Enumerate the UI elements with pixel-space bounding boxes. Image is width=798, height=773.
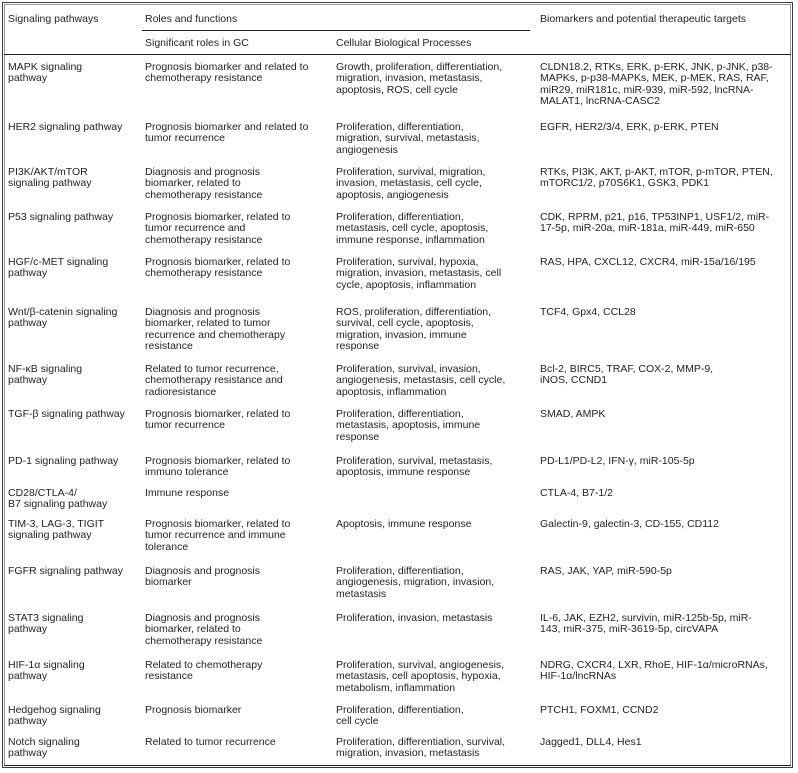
cell-text-line: migration, invasion, metastasis, cell — [336, 267, 502, 280]
cell-text-line: chemotherapy resistance — [145, 233, 263, 246]
header-significant-roles: Significant roles in GC — [145, 37, 249, 49]
cell-text-line: Proliferation, survival, angiogenesis, — [336, 659, 505, 671]
cell-text-line: chemotherapy resistance — [145, 267, 263, 280]
cell-text-line: NDRG, CXCR4, LXR, RhoE, HIF-1α/microRNAs, — [540, 659, 768, 671]
cell-text-line: Proliferation, survival, migration, — [336, 166, 486, 178]
cell-text-line: Prognosis biomarker, related to — [145, 211, 291, 223]
cell-text-line: Proliferation, differentiation, survival, — [336, 736, 506, 748]
cell-text-line: FGFR signaling pathway — [8, 565, 123, 577]
cell-text-line: PI3K/AKT/mTOR — [8, 166, 88, 178]
cell-text-line: migration, survival, metastasis, — [336, 132, 480, 145]
header-cellular-processes: Cellular Biological Processes — [336, 37, 472, 49]
cell-text-line: biomarker, related to tumor — [145, 317, 271, 330]
cell-text-line: CLDN18.2, RTKs, ERK, p-ERK, JNK, p-JNK, p38- — [540, 61, 773, 73]
cell-text-line: chemotherapy resistance and — [145, 374, 283, 387]
cell-text-line: Prognosis biomarker, related to — [145, 408, 291, 420]
cell-text-line: Immune response — [145, 487, 230, 499]
cell-text-line: metastasis, cell apoptosis, hypoxia, — [336, 670, 501, 683]
cell-text-line: apoptosis, immune response — [336, 466, 471, 479]
cell-text-line: migration, invasion, metastasis, — [336, 72, 483, 85]
cell-text-line: Proliferation, invasion, metastasis — [336, 612, 493, 624]
cell-text-line: biomarker — [145, 576, 192, 589]
header-bottom-rule — [4, 54, 791, 55]
cell-text-line: pathway — [8, 670, 48, 683]
cell-text-line: Proliferation, differentiation, — [336, 121, 464, 133]
cell-text-line: RAS, JAK, YAP, miR-590-5p — [540, 565, 672, 577]
cell-text-line: immune response, inflammation — [336, 233, 485, 246]
header-roles-functions: Roles and functions — [145, 13, 238, 25]
cell-text-line: chemotherapy resistance — [145, 188, 263, 201]
cell-text-line: pathway — [8, 715, 48, 728]
cell-text-line: metastasis, apoptosis, immune — [336, 419, 481, 432]
cell-text-line: angiogenesis, migration, invasion, — [336, 576, 495, 589]
cell-text-line: response — [336, 430, 380, 443]
cell-text-line: signaling pathway — [8, 177, 92, 190]
cell-text-line: Proliferation, survival, invasion, — [336, 363, 481, 375]
cell-text-line: PTCH1, FOXM1, CCND2 — [540, 704, 659, 716]
cell-text-line: P53 signaling pathway — [8, 211, 114, 223]
cell-text-line: CD28/CTLA-4/ — [8, 487, 77, 499]
table-bottom-rule — [4, 765, 791, 766]
cell-text-line: TCF4, Gpx4, CCL28 — [540, 306, 636, 318]
cell-text-line: HGF/c-MET signaling — [8, 256, 109, 268]
cell-text-line: Bcl-2, BIRC5, TRAF, COX-2, MMP-9, — [540, 363, 714, 375]
cell-text-line: Apoptosis, immune response — [336, 518, 472, 530]
cell-text-line: Proliferation, survival, metastasis, — [336, 455, 493, 467]
cell-text-line: Jagged1, DLL4, Hes1 — [540, 736, 642, 748]
header-signaling-pathways: Signaling pathways — [8, 13, 99, 25]
cell-text-line: apoptosis, inflammation — [336, 385, 447, 398]
cell-text-line: IL-6, JAK, EZH2, survivin, miR-125b-5p, miR- — [540, 612, 752, 624]
cell-text-line: PD-L1/PD-L2, IFN-γ, miR-105-5p — [540, 455, 695, 467]
cell-text-line: Diagnosis and prognosis — [145, 565, 260, 577]
header-group-underline — [142, 30, 530, 31]
header-biomarkers-targets: Biomarkers and potential therapeutic targets — [540, 13, 747, 25]
cell-text-line: TGF-β signaling pathway — [8, 408, 125, 420]
cell-text-line: resistance — [145, 670, 193, 683]
cell-text-line: chemotherapy resistance — [145, 634, 263, 647]
cell-text-line: RAS, HPA, CXCL12, CXCR4, miR-15a/16/195 — [540, 256, 756, 268]
cell-text-line: angiogenesis, metastasis, cell cycle, — [336, 374, 506, 387]
cell-text-line: survival, cell cycle, apoptosis, — [336, 317, 474, 330]
cell-text-line: tumor recurrence — [145, 132, 225, 145]
cell-text-line: Proliferation, differentiation, — [336, 408, 464, 420]
cell-text-line: pathway — [8, 623, 48, 636]
cell-text-line: ROS, proliferation, differentiation, — [336, 306, 492, 318]
cell-text-line: Proliferation, differentiation, — [336, 211, 464, 223]
cell-text-line: HER2 signaling pathway — [8, 121, 123, 133]
cell-text-line: Related to tumor recurrence — [145, 736, 276, 748]
cell-text-line: TIM-3, LAG-3, TIGIT — [8, 518, 105, 530]
cell-text-line: SMAD, AMPK — [540, 408, 606, 420]
cell-text-line: pathway — [8, 747, 48, 760]
cell-text-line: tolerance — [145, 540, 189, 553]
cell-text-line: Proliferation, differentiation, — [336, 565, 464, 577]
cell-text-line: biomarker, related to — [145, 177, 241, 190]
cell-text-line: metastasis, cell cycle, apoptosis, — [336, 222, 489, 235]
cell-text-line: Related to tumor recurrence, — [145, 363, 279, 375]
cell-text-line: miR29, miR181c, miR-939, miR-592, lncRNA- — [540, 83, 754, 96]
cell-text-line: migration, invasion, metastasis — [336, 747, 480, 760]
cell-text-line: cell cycle — [336, 715, 379, 728]
cell-text-line: Proliferation, survival, hypoxia, — [336, 256, 479, 268]
cell-text-line: Prognosis biomarker — [145, 704, 242, 716]
cell-text-line: tumor recurrence and immune — [145, 529, 286, 542]
cell-text-line: Diagnosis and prognosis — [145, 166, 260, 178]
cell-text-line: EGFR, HER2/3/4, ERK, p-ERK, PTEN — [540, 121, 719, 133]
cell-text-line: biomarker, related to — [145, 623, 241, 636]
cell-text-line: iNOS, CCND1 — [540, 374, 608, 387]
cell-text-line: Growth, proliferation, differentiation, — [336, 61, 503, 73]
cell-text-line: response — [336, 339, 380, 352]
cell-text-line: Diagnosis and prognosis — [145, 306, 260, 318]
cell-text-line: PD-1 signaling pathway — [8, 455, 119, 467]
cell-text-line: cycle, apoptosis, inflammation — [336, 278, 477, 291]
cell-text-line: HIF-1α/lncRNAs — [540, 670, 617, 683]
cell-text-line: Prognosis biomarker, related to — [145, 518, 291, 530]
cell-text-line: apoptosis, angiogenesis — [336, 188, 449, 201]
cell-text-line: STAT3 signaling — [8, 612, 84, 624]
cell-text-line: MALAT1, lncRNA-CASC2 — [540, 94, 661, 107]
cell-text-line: chemotherapy resistance — [145, 72, 263, 85]
cell-text-line: Prognosis biomarker and related to — [145, 61, 309, 73]
cell-text-line: metastasis — [336, 587, 387, 600]
cell-text-line: resistance — [145, 339, 193, 352]
cell-text-line: 17-5p, miR-20a, miR-181a, miR-449, miR-650 — [540, 222, 755, 235]
cell-text-line: Notch signaling — [8, 736, 80, 748]
cell-text-line: NF-κB signaling — [8, 363, 83, 375]
cell-text-line: Hedgehog signaling — [8, 704, 101, 716]
cell-text-line: tumor recurrence — [145, 419, 225, 432]
cell-text-line: pathway — [8, 267, 48, 280]
cell-text-line: Galectin-9, galectin-3, CD-155, CD112 — [540, 518, 719, 530]
cell-text-line: angiogenesis — [336, 143, 398, 156]
cell-text-line: B7 signaling pathway — [8, 498, 108, 511]
cell-text-line: Prognosis biomarker, related to — [145, 256, 291, 268]
cell-text-line: mTORC1/2, p70S6K1, GSK3, PDK1 — [540, 177, 710, 190]
cell-text-line: RTKs, PI3K, AKT, p-AKT, mTOR, p-mTOR, PTEN, — [540, 166, 773, 178]
cell-text-line: Related to chemotherapy — [145, 659, 263, 671]
cell-text-line: Prognosis biomarker, related to — [145, 455, 291, 467]
cell-text-line: migration, invasion, immune — [336, 328, 467, 341]
cell-text-line: pathway — [8, 317, 48, 330]
cell-text-line: tumor recurrence and — [145, 222, 246, 235]
cell-text-line: immuno tolerance — [145, 466, 229, 479]
cell-text-line: apoptosis, ROS, cell cycle — [336, 83, 458, 96]
cell-text-line: HIF-1α signaling — [8, 659, 85, 671]
cell-text-line: radioresistance — [145, 385, 217, 398]
cell-text-line: Diagnosis and prognosis — [145, 612, 260, 624]
cell-text-line: pathway — [8, 72, 48, 85]
cell-text-line: invasion, metastasis, cell cycle, — [336, 177, 482, 190]
cell-text-line: Prognosis biomarker and related to — [145, 121, 309, 133]
cell-text-line: CDK, RPRM, p21, p16, TP53INP1, USF1/2, miR- — [540, 211, 770, 223]
cell-text-line: MAPK signaling — [8, 61, 83, 73]
cell-text-line: signaling pathway — [8, 529, 92, 542]
cell-text-line: Proliferation, differentiation, — [336, 704, 464, 716]
cell-text-line: pathway — [8, 374, 48, 387]
cell-text-line: metabolism, inflammation — [336, 681, 456, 694]
cell-text-line: CTLA-4, B7-1/2 — [540, 487, 613, 499]
cell-text-line: 143, miR-375, miR-3619-5p, circVAPA — [540, 623, 719, 636]
cell-text-line: Wnt/β-catenin signaling — [8, 306, 118, 318]
cell-text-line: MAPKs, p-p38-MAPKs, MEK, p-MEK, RAS, RAF, — [540, 72, 769, 85]
cell-text-line: recurrence and chemotherapy — [145, 328, 286, 341]
